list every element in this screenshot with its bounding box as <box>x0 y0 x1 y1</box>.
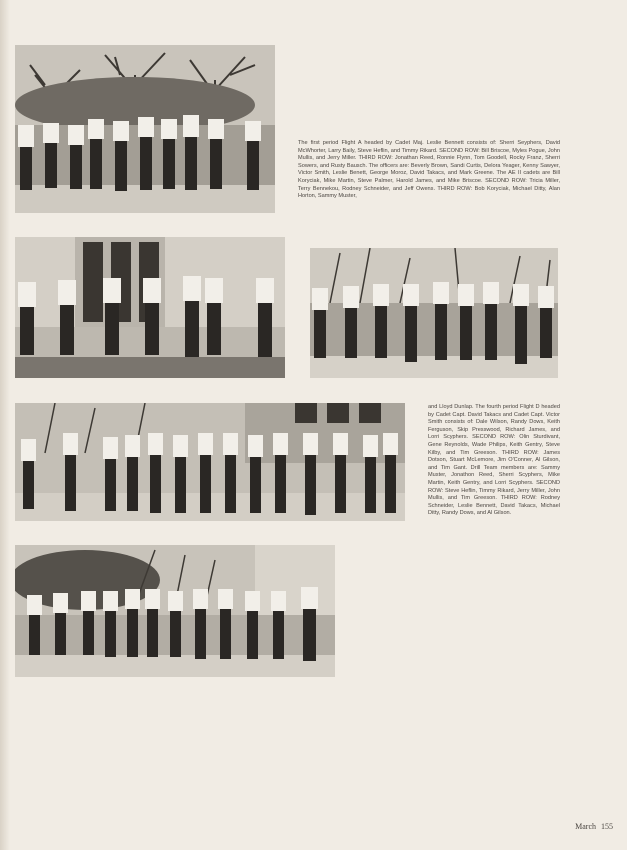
photo-flight-a <box>15 45 275 213</box>
folio-month: March <box>575 822 596 831</box>
photo-cadets-building <box>15 237 285 378</box>
caption-flight-d: and Lloyd Dunlap. The fourth period Flight D headed by Cadet Capt. David Takacs and Cadet Capt. Victor Smith consists of: Dale Wilson, Randy Dows, Keith Ferguson, Skip Presswood, Richard James, and Lorri Scyphers. SECOND ROW: Olin Sturdivant, Gene Reynolds, Wade Philips, Keith Gentry, Steve Kilby, and Tim Greeson. THIRD ROW: James Dotson, Stuart McLemore, Jim O'Conner, Al Gilson, and Tim Gant. Drill Team members are: Sammy Muster, Jonathon Reed, Sherri Scyphers, Mike Martin, Keith Gentry, and Lorri Scyphers. SECOND ROW: Steve Heflin, Timmy Rikard, Jerry Miller, John Mullis, and Tim Greeson. THIRD ROW: Rodney Schneider, Leslie Bennett, David Takacs, Michael Ditty, Randy Dows, and Al Gilson. <box>428 404 560 517</box>
folio-page-number: 155 <box>601 822 613 831</box>
page-folio <box>570 822 613 831</box>
caption-flight-a: The first period Flight A headed by Cadet Maj. Leslie Bennett consists of: Sherri Seyphers, David McWhorter, Larry Baily, Steve Heflin, and Timmy Rikard. SECOND ROW: Bill Briscoe, Myles Pogue, John Mullis, and Jerry Miller. THIRD ROW: Jonathan Reed, Ronnie Flynn, Tom Goodell, Rocky Franz, Sherri Sowers, and Rusty Bausch. The officers are: Beverly Brown, Sandi Curtis, Delora Yeager, Kenny Sawyer, Victor Smith, Leslie Benett, George Moroz, David Takacs, and Mark Greene. The AE II cadets are Bill Koryciak, Mike Martin, Steve Palmer, Harold James, and Mike Briscoe. SECOND ROW: Tricia Miller, Terry Bennekou, Rodney Schneider, and Jeff Owens. THIRD ROW: Bob Koryciak, Michael Ditty, Alan Horton, Sammy Muster, <box>298 140 560 200</box>
page-binding-edge <box>0 0 10 850</box>
photo-drill-team <box>15 545 335 677</box>
photo-cadets-trees <box>310 248 558 378</box>
photo-flight-d <box>15 403 405 521</box>
